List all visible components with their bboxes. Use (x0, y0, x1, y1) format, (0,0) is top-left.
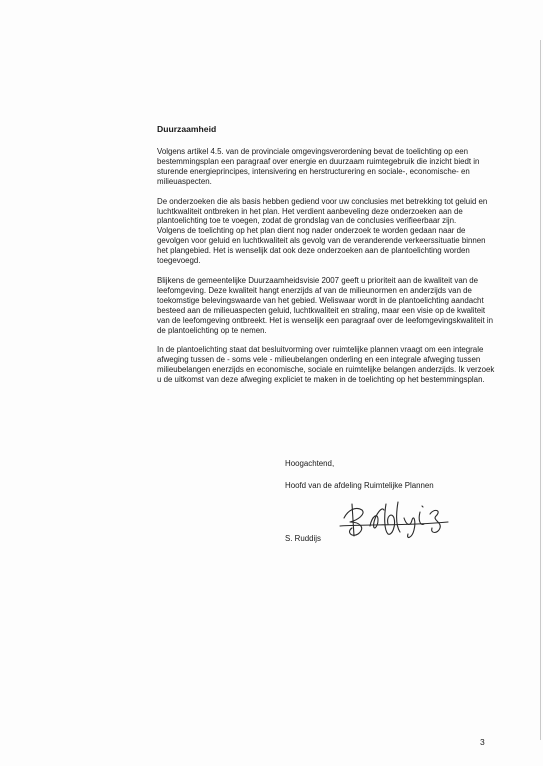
paragraph-5: In de plantoelichting staat dat besluitvorming over ruimtelijke plannen vraagt om een integrale afweging tussen de - soms vele - milieubelangen onderling en een integrale afweging tussen milieubelangen enerzijds en economische, sociale en ruimtelijke belangen anderzijds. Ik verzoek u de uitkomst van deze afweging expliciet te maken in de toelichting op het bestemmingsplan. (157, 345, 495, 385)
page-number: 3 (480, 737, 485, 747)
paragraph-3: Volgens de toelichting op het plan dient nog nader onderzoek te worden gedaan naar de gevolgen voor geluid en luchtkwaliteit als gevolg van de veranderende verkeerssituatie binnen het plangebied. Het is wenselijk dat ook deze onderzoeken aan de plantoelichting worden toegevoegd. (157, 226, 486, 266)
signatory-name: S. Ruddijs (285, 534, 321, 543)
letter-body (157, 124, 497, 395)
closing-greeting: Hoogachtend, (285, 459, 335, 468)
section-heading: Duurzaamheid (157, 124, 217, 134)
paragraph-2: De onderzoeken die als basis hebben gediend voor uw conclusies met betrekking tot geluid en luchtkwaliteit ontbreken in het plan. Het verdient aanbeveling deze onderzoeken aan de plantoelichting toe te voegen, zodat de grondslag van de conclusies verifieerbaar zijn. (157, 196, 488, 226)
paragraph-4: Blijkens de gemeentelijke Duurzaamheidsvisie 2007 geeft u prioriteit aan de kwaliteit van de leefomgeving. Deze kwaliteit hangt enerzijds af van de milieunormen en anderzijds van de toekomstige belevingswaarde van het gebied. Weliswaar wordt in de plantoelichting aandacht besteed aan de milieuaspecten geluid, luchtkwaliteit en straling, maar een visie op de kwaliteit van de leefomgeving ontbreekt. Het is wenselijk een paragraaf over de leefomgevingskwaliteit in de plantoelichting op te nemen. (157, 275, 493, 335)
paragraph-1: Volgens artikel 4.5. van de provinciale omgevingsverordening bevat de toelichting op een bestemmingsplan een paragraaf over energie en duurzaam ruimtegebruik die inzicht biedt in sturende energieprincipes, intensivering en herstructurering en sociale-, economische- en milieuaspecten. (157, 147, 480, 186)
department-line: Hoofd van de afdeling Ruimtelijke Plannen (285, 481, 434, 490)
scan-edge (540, 40, 541, 740)
